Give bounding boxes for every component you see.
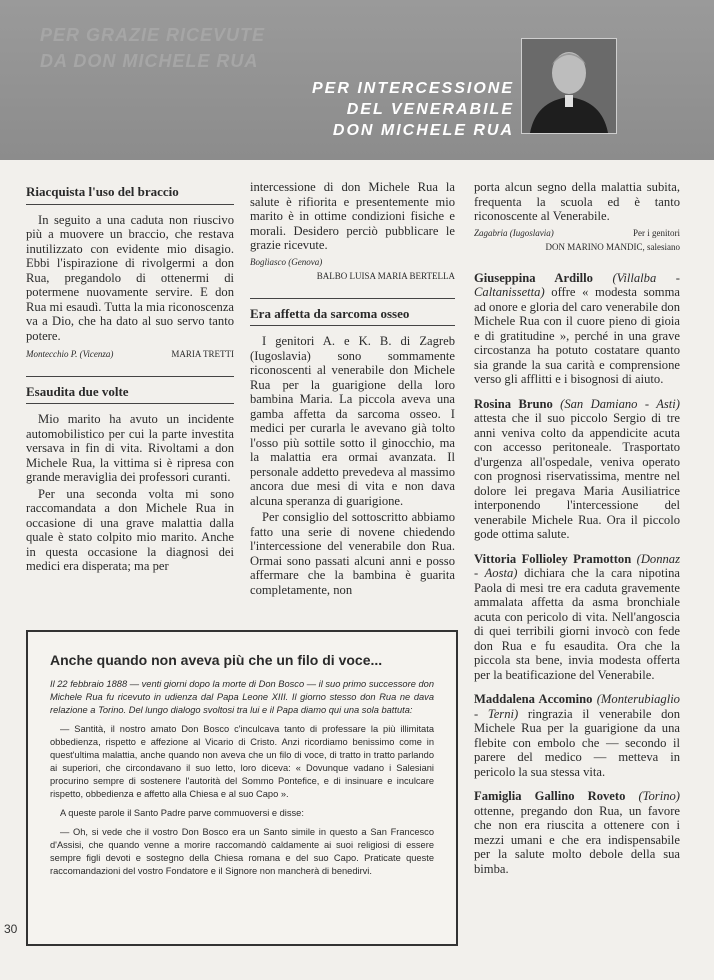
column-left	[26, 185, 234, 576]
box-paragraph: — Santità, il nostro amato Don Bosco c'inculcava tanto di professare la più illimitata obbedienza, rispetto e affezione al Vicario di Cristo. Anzi ricordiamo benissimo come in quest'ultima malattia, anche quando non aveva che un filo di voce, di tratto in tratto parlando ai superiori, che circondavano il suo letto, loro diceva: « Dovunque vadano i Salesiani procurino sempre di sostenere l'autorità del Sommo Pontefice, e di insinuare e inculcare rispetto, obbedienza e affetto alla Chiesa e al suo Capo ».	[50, 724, 434, 799]
article-author: Per i genitori	[633, 227, 680, 238]
title-line: PER INTERCESSIONE	[311, 80, 514, 97]
article-signature	[474, 226, 680, 241]
page-number: 30	[4, 922, 18, 936]
grace-name: Maddalena Accomino	[474, 692, 593, 706]
grace-entry	[474, 552, 680, 683]
article-title: Riacquista l'uso del braccio	[26, 185, 234, 205]
grace-name: Famiglia Gallino Roveto	[474, 789, 626, 803]
article-author: MARIA TRETTI	[171, 349, 234, 359]
box-paragraph: — Oh, si vede che il vostro Don Bosco era un Santo simile in questo a San Francesco d'Assisi, che quando venne a morire raccomandò caldamente ai suoi religiosi di essere sempre figli devoti e sostegno della Chiesa romana e del suo Capo. Praticate queste raccomandazioni del vostro Fondatore e il Signore non mancherà di benedirvi.	[50, 827, 434, 876]
title-line: DON MICHELE RUA	[332, 122, 514, 139]
grace-text: ottenne, pregando don Rua, un favore che non era riuscita a ottenere con i mezzi umani e che era indispensabile per la salute molto debole della sua bimba.	[474, 803, 680, 876]
grace-location: (San Damiano - Asti)	[560, 396, 680, 411]
grace-text: attesta che il suo piccolo Sergio di tre anni veniva colto da appendicite acuta con accesso peritoneale. Trasportato d'urgenza all'ospedale, veniva operato con prognosi riservatissima, mentre nel dolore lei pregava Maria Ausiliatrice interponendo l'intercessione del venerabile Michele Rua. Ora il piccolo gode ottima salute.	[474, 411, 680, 541]
header-banner	[0, 0, 714, 160]
column-middle	[250, 180, 455, 599]
article-title: Esaudita due volte	[26, 385, 234, 405]
grace-text: ringrazia il venerabile don Michele Rua per la guarigione da una flebite con embolo che — secondo il parere del medico — metteva in pericolo la sua stessa vita.	[474, 706, 680, 779]
grace-location: (Villalba - Caltanissetta)	[474, 270, 680, 299]
article-body: In seguito a una caduta non riuscivo più a muovere un braccio, che restava inutilizzato con evidente mio disagio. Ebbi l'ispirazione di rivolgermi a don Rua, pregandolo di ottenermi di potermene nuovamente servire. E don Rua mi esaudì. Tutta la mia riconoscenza va a Dio, che ha dato al suo servo tanto potere.	[26, 212, 234, 343]
box-paragraph: A queste parole il Santo Padre parve commuoversi e disse:	[60, 808, 304, 818]
grace-name: Vittoria Follioley Pramotton	[474, 551, 632, 566]
article-body: I genitori A. e K. B. di Zagreb (Iugoslavia) sono sommamente riconoscenti al venerabile don Michele Rua per la guarigione della loro bambina Maria. La piccola aveva una gamba affetta da sarcoma osseo. I medici per curarla le avevano già tolto l'osso più sottile sotto il ginocchio, ma la malattia era ormai avanzata. Il personale addetto prevedeva al massimo ancora due mesi di vita e non dava alcuna speranza di guarigione.	[250, 334, 455, 508]
grace-name: Giuseppina Ardillo	[474, 270, 593, 285]
grace-text: offre « modesta somma ad onore e gloria del caro venerabile don Michele Rua con il cuore pieno di gioia e di gratitudine », perché in una grave circostanza ha potuto costatare quanto sia grande la sua carità e comprensione verso gli afflitti e i bisognosi di aiuto.	[474, 285, 680, 386]
grace-text: dichiara che la cara nipotina Paola di mesi tre era caduta gravemente ammalata affetta da asma bronchiale acuta con pericolo di vita. Nell'angoscia di quei terribili giorni invocò con fede don Rua e fu esaudita. Ora che la piccola sta bene, invia modesta offerta per la beatificazione del Venerabile.	[474, 566, 681, 682]
article-place: Bogliasco (Genova)	[250, 256, 323, 267]
box-intro: Il 22 febbraio 1888 — venti giorni dopo la morte di Don Bosco — il suo primo successore don Michele Rua fu ricevuto in udienza dal Papa Leone XIII. Il giorno stesso don Rua ne dava relazione a Torino. Del lungo dialogo svoltosi tra lui e il Papa diamo qui una sola battuta:	[50, 679, 434, 715]
article-body: Mio marito ha avuto un incidente automobilistico per cui la parte investita versava in fin di vita. Rivoltami a don Michele Rua, la vittima si è ripresa con grande meraviglia dei professori curanti.	[26, 412, 234, 484]
title-line: DEL VENERABILE	[346, 101, 514, 118]
article-body: Per consiglio del sottoscritto abbiamo fatto una serie di novene chiedendo l'intercessione del venerabile don Rua. Ormai sono passati alcuni anni e posso affermare che la bambina è guarita completamente, non	[250, 510, 455, 597]
grace-location: (Donnaz - Aosta)	[474, 551, 681, 580]
article-author: BALBO LUISA MARIA BERTELLA	[316, 271, 455, 281]
grace-location: (Monterubiaglio - Terni)	[474, 692, 680, 721]
portrait-photo-icon	[521, 38, 617, 134]
grace-entry	[474, 692, 680, 779]
boxed-story	[26, 630, 458, 946]
box-title: Anche quando non aveva più che un filo di voce...	[50, 652, 383, 668]
divider	[26, 376, 234, 377]
article-body: intercessione di don Michele Rua la salute è rifiorita e presentemente mio marito è in ottime condizioni fisiche e morali. Desidero perciò pubblicare le grazie ricevute.	[250, 180, 455, 252]
article-body: porta alcun segno della malattia subita, frequenta la scuola ed è tanto riconoscente al Venerabile.	[474, 180, 680, 223]
grace-entry	[474, 789, 680, 876]
grace-entry	[474, 271, 680, 387]
page-title	[312, 78, 514, 141]
article-place: Montecchio P. (Vicenza)	[26, 349, 114, 359]
article-author: DON MARINO MANDIC, salesiano	[545, 242, 680, 252]
article-place: Zagabria (Iugoslavia)	[474, 227, 554, 238]
header-ghost-text	[40, 22, 520, 74]
article-title: Era affetta da sarcoma osseo	[250, 307, 455, 327]
ghost-line: PER GRAZIE RICEVUTE	[40, 25, 266, 45]
divider	[250, 298, 455, 299]
grace-location: (Torino)	[638, 789, 680, 803]
column-right	[474, 180, 680, 878]
article-body: Per una seconda volta mi sono raccomandata a don Michele Rua in occasione di una grave malattia dalla quale è stato colpito mio marito. Anche in questa occasione la diagnosi dei medici era disperata; ma per	[26, 486, 234, 573]
grace-name: Rosina Bruno	[474, 396, 553, 411]
grace-entry	[474, 397, 680, 542]
article-signature	[26, 347, 234, 362]
ghost-line: DA DON MICHELE RUA	[40, 51, 259, 71]
